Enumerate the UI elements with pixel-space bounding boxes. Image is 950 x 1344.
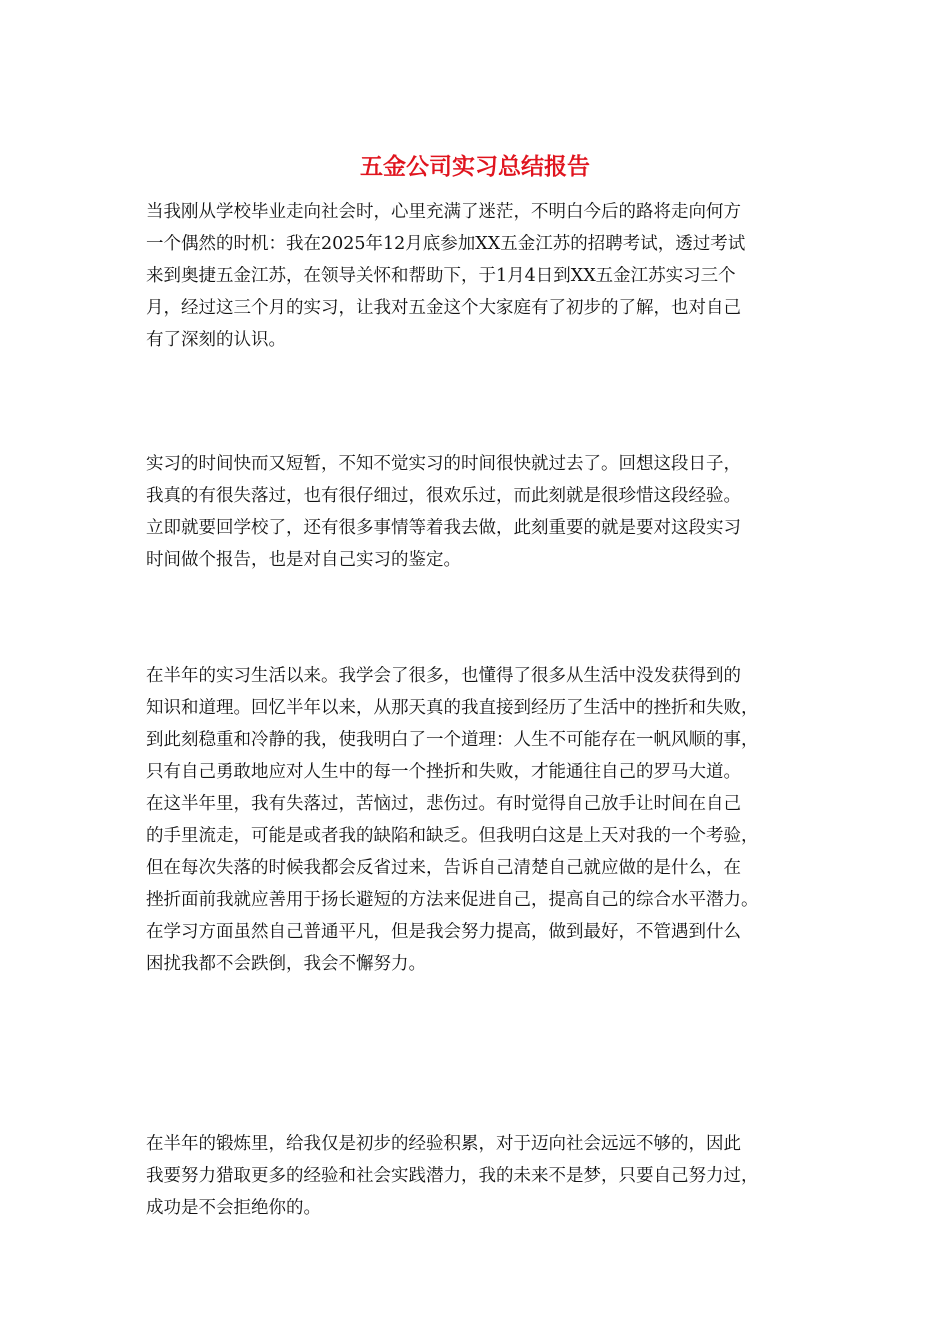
paragraph-line: 实习的时间快而又短暂，不知不觉实习的时间很快就过去了。回想这段日子，	[146, 454, 741, 474]
paragraph-line: 困扰我都不会跌倒，我会不懈努力。	[146, 954, 426, 974]
paragraph-line: 当我刚从学校毕业走向社会时，心里充满了迷茫，不明白今后的路将走向何方	[146, 202, 741, 222]
paragraph-line: 只有自己勇敢地应对人生中的每一个挫折和失败，才能通往自己的罗马大道。	[146, 762, 741, 782]
paragraph-line: 月，经过这三个月的实习，让我对五金这个大家庭有了初步的了解，也对自己	[146, 298, 741, 318]
paragraph-line: 在这半年里，我有失落过，苦恼过，悲伤过。有时觉得自己放手让时间在自己	[146, 794, 741, 814]
paragraph-line: 成功是不会拒绝你的。	[146, 1198, 321, 1218]
paragraph-line: 但在每次失落的时候我都会反省过来，告诉自己清楚自己就应做的是什么，在	[146, 858, 741, 878]
paragraph-4	[146, 1128, 816, 1224]
paragraph-line: 立即就要回学校了，还有很多事情等着我去做，此刻重要的就是要对这段实习	[146, 518, 741, 538]
paragraph-line: 在半年的锻炼里，给我仅是初步的经验积累，对于迈向社会远远不够的，因此	[146, 1134, 741, 1154]
paragraph-line: 的手里流走，可能是或者我的缺陷和缺乏。但我明白这是上天对我的一个考验，	[146, 826, 759, 846]
paragraph-line: 我真的有很失落过，也有很仔细过，很欢乐过，而此刻就是很珍惜这段经验。	[146, 486, 741, 506]
paragraph-line: 一个偶然的时机：我在2025年12月底参加XX五金江苏的招聘考试，透过考试	[146, 234, 746, 254]
paragraph-2	[146, 448, 816, 576]
paragraph-line: 在半年的实习生活以来。我学会了很多，也懂得了很多从生活中没发获得到的	[146, 666, 741, 686]
paragraph-3	[146, 660, 816, 980]
paragraph-line: 挫折面前我就应善用于扬长避短的方法来促进自己，提高自己的综合水平潜力。	[146, 890, 759, 910]
document-title: 五金公司实习总结报告	[360, 153, 590, 180]
paragraph-line: 到此刻稳重和冷静的我，使我明白了一个道理：人生不可能存在一帆风顺的事，	[146, 730, 759, 750]
paragraph-line: 我要努力猎取更多的经验和社会实践潜力，我的未来不是梦，只要自己努力过，	[146, 1166, 759, 1186]
paragraph-line: 时间做个报告，也是对自己实习的鉴定。	[146, 550, 461, 570]
paragraph-line: 有了深刻的认识。	[146, 330, 286, 350]
paragraph-line: 来到奥捷五金江苏，在领导关怀和帮助下，于1月4日到XX五金江苏实习三个	[146, 266, 736, 286]
paragraph-line: 知识和道理。回忆半年以来，从那天真的我直接到经历了生活中的挫折和失败，	[146, 698, 759, 718]
paragraph-line: 在学习方面虽然自己普通平凡，但是我会努力提高，做到最好，不管遇到什么	[146, 922, 741, 942]
paragraph-1	[146, 196, 816, 356]
